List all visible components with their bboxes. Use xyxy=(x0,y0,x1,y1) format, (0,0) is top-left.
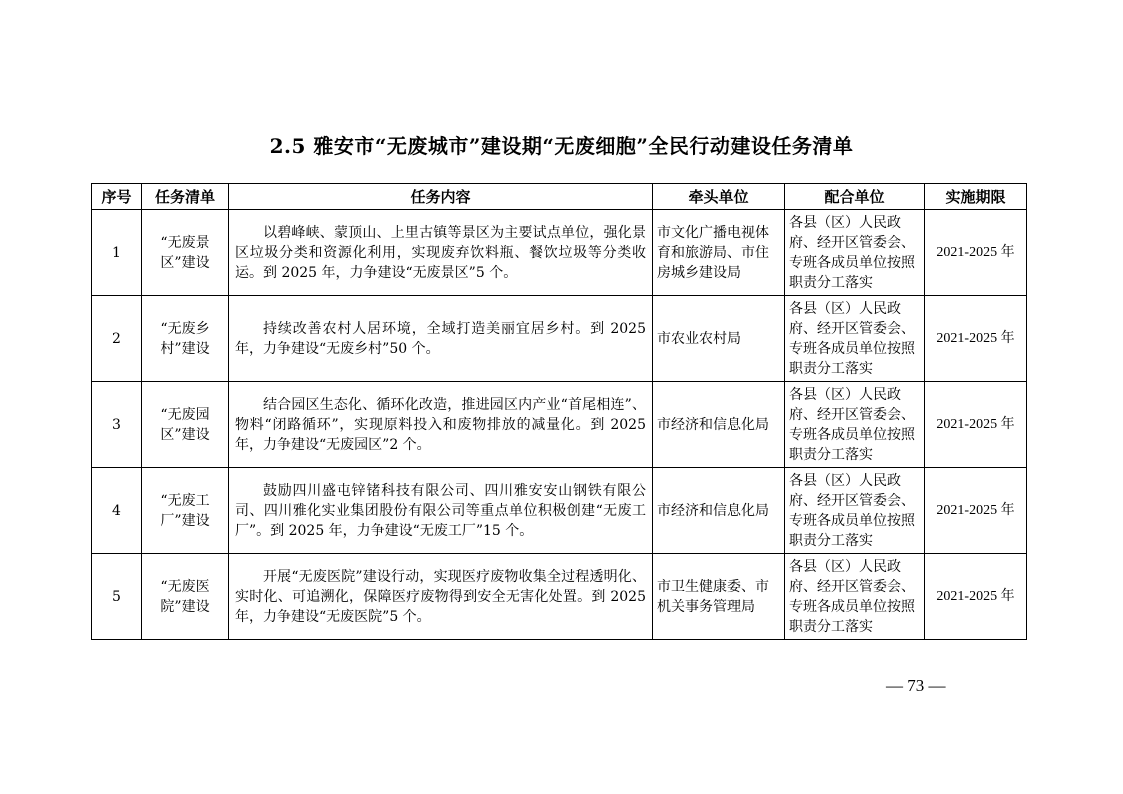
table-row xyxy=(92,468,1027,554)
cell-period: 2021-2025 年 xyxy=(925,468,1027,554)
task-name: “无废工厂”建设 xyxy=(160,492,210,529)
cell-lead: 市文化广播电视体育和旅游局、市住房城乡建设局 xyxy=(653,210,785,296)
page-title: 2.5 雅安市“无废城市”建设期“无废细胞”全民行动建设任务清单 xyxy=(269,134,854,158)
cell-coop: 各县（区）人民政府、经开区管委会、专班各成员单位按照职责分工落实 xyxy=(785,554,925,640)
table-row xyxy=(92,296,1027,382)
cell-no: 5 xyxy=(92,554,142,640)
table-row xyxy=(92,554,1027,640)
task-name: “无废医院”建设 xyxy=(160,578,210,615)
cell-lead: 市经济和信息化局 xyxy=(653,382,785,468)
cell-period: 2021-2025 年 xyxy=(925,210,1027,296)
cell-task xyxy=(142,296,229,382)
task-table xyxy=(91,183,1027,640)
cell-lead: 市农业农村局 xyxy=(653,296,785,382)
cell-content: 结合园区生态化、循环化改造，推进园区内产业“首尾相连”、物料“闭路循环”，实现原料投入和废物排放的减量化。到 2025 年，力争建设“无废园区”2 个。 xyxy=(229,382,653,468)
cell-period: 2021-2025 年 xyxy=(925,382,1027,468)
cell-no: 4 xyxy=(92,468,142,554)
header-content: 任务内容 xyxy=(229,184,653,210)
cell-coop: 各县（区）人民政府、经开区管委会、专班各成员单位按照职责分工落实 xyxy=(785,210,925,296)
cell-lead: 市卫生健康委、市机关事务管理局 xyxy=(653,554,785,640)
cell-coop: 各县（区）人民政府、经开区管委会、专班各成员单位按照职责分工落实 xyxy=(785,296,925,382)
cell-coop: 各县（区）人民政府、经开区管委会、专班各成员单位按照职责分工落实 xyxy=(785,382,925,468)
cell-content: 鼓励四川盛屯锌锗科技有限公司、四川雅安安山钢铁有限公司、四川雅化实业集团股份有限公司等重点单位积极创建“无废工厂”。到 2025 年，力争建设“无废工厂”15 个。 xyxy=(229,468,653,554)
cell-coop: 各县（区）人民政府、经开区管委会、专班各成员单位按照职责分工落实 xyxy=(785,468,925,554)
cell-task xyxy=(142,210,229,296)
table-row xyxy=(92,210,1027,296)
cell-period: 2021-2025 年 xyxy=(925,296,1027,382)
table-row xyxy=(92,382,1027,468)
cell-content: 开展“无废医院”建设行动，实现医疗废物收集全过程透明化、实时化、可追溯化，保障医疗废物得到安全无害化处置。到 2025 年，力争建设“无废医院”5 个。 xyxy=(229,554,653,640)
cell-content: 持续改善农村人居环境，全域打造美丽宜居乡村。到 2025 年，力争建设“无废乡村”50 个。 xyxy=(229,296,653,382)
task-name: “无废园区”建设 xyxy=(160,406,210,443)
cell-task xyxy=(142,554,229,640)
header-lead: 牵头单位 xyxy=(653,184,785,210)
task-name: “无废景区”建设 xyxy=(160,234,210,271)
table-header-row xyxy=(92,184,1027,210)
cell-no: 3 xyxy=(92,382,142,468)
cell-period: 2021-2025 年 xyxy=(925,554,1027,640)
header-coop: 配合单位 xyxy=(785,184,925,210)
cell-task xyxy=(142,382,229,468)
cell-no: 2 xyxy=(92,296,142,382)
task-name: “无废乡村”建设 xyxy=(160,320,210,357)
header-task: 任务清单 xyxy=(142,184,229,210)
cell-lead: 市经济和信息化局 xyxy=(653,468,785,554)
cell-no: 1 xyxy=(92,210,142,296)
page-number: — 73 — xyxy=(886,676,946,695)
cell-content: 以碧峰峡、蒙顶山、上里古镇等景区为主要试点单位，强化景区垃圾分类和资源化利用，实现废弃饮料瓶、餐饮垃圾等分类收运。到 2025 年，力争建设“无废景区”5 个。 xyxy=(229,210,653,296)
cell-task xyxy=(142,468,229,554)
header-no: 序号 xyxy=(92,184,142,210)
header-period: 实施期限 xyxy=(925,184,1027,210)
